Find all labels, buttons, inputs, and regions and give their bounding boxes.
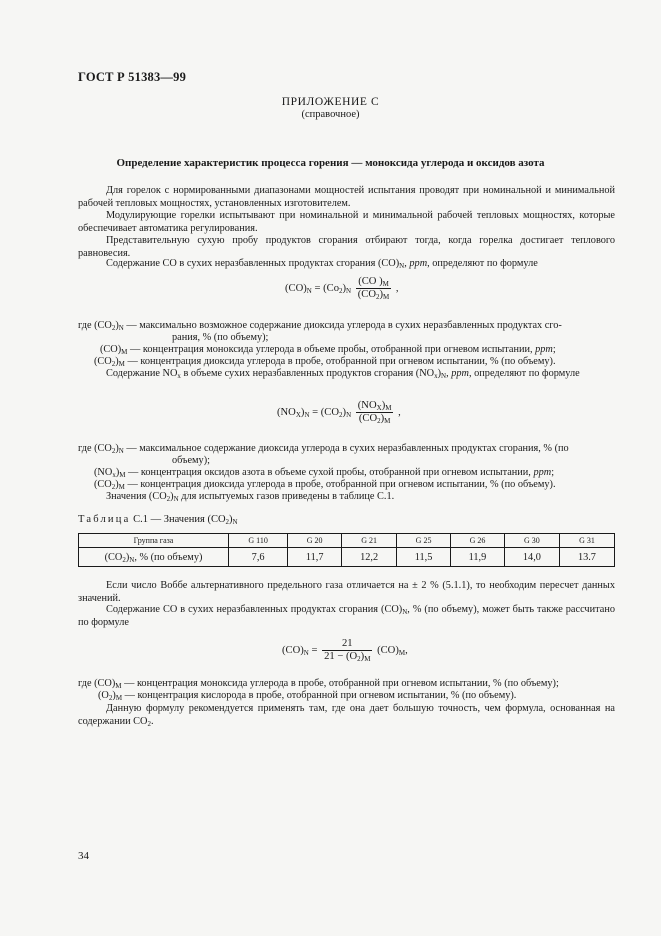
table-cell: 11,9 [451, 548, 505, 567]
formula-co-oxygen: $(CO)_N$ = $\frac{21}{21 - (O_2)_M}$ $(CO)_M$, [282, 638, 408, 663]
paragraph-7: Если число Воббе альтернативного предельного газа отличается на ± 2 % (5.1.1), то необходим пересчет данных значений. [78, 580, 615, 604]
formula-co-fraction: $\frac{(CO )_M}{(CO_2)_M}$ [357, 276, 390, 301]
paragraph-5: Содержание $NO_x$ в объеме сухих неразбавленных продуктов сгорания $(NO_x)_N$, ppm, определяют по формуле [106, 368, 580, 380]
formula-nox-fraction: $\frac{(NO_X)_M}{(CO_2)_M}$ [357, 400, 392, 425]
paragraph-3: Представительную сухую пробу продуктов сгорания отбирают тогда, когда горелка достигает теплового равновесия. [78, 235, 615, 259]
paragraph-8: Содержание CO в сухих неразбавленных продуктах сгорания $(CO)_N$, % (по объему), может быть также рассчитано по формуле [78, 604, 615, 628]
paragraph-4: Содержание CO в сухих неразбавленных продуктах сгорания $(CO)_N$, ppm, определяют по формуле [106, 258, 538, 270]
paragraph-2: Модулирующие горелки испытывают при номинальной и минимальной рабочей тепловых мощностях, которые обеспечивает автоматика регулирования. [78, 210, 615, 234]
table-cell: 11,5 [397, 548, 451, 567]
page-number: 34 [78, 850, 89, 862]
table-row [79, 548, 615, 567]
table-header-cell: G 110 [229, 534, 288, 548]
table-header-cell: Группа газа [79, 534, 229, 548]
table-cell: 7,6 [229, 548, 288, 567]
formula-nox: $(NO_X)_N = (CO_2)_N$ $\frac{(NO_X)_M}{(CO_2)_M}$ , [277, 400, 401, 425]
table-header-cell: G 21 [342, 534, 397, 548]
paragraph-1: Для горелок с нормированными диапазонами мощностей испытания проводят при номинальной и минимальной рабочей тепловых мощностях, установленных изготовителем. [78, 185, 615, 209]
table-cell: 12,2 [342, 548, 397, 567]
co2-values-table [78, 533, 615, 567]
table-header-cell: G 30 [504, 534, 559, 548]
table-header-cell: G 20 [288, 534, 342, 548]
formula-co: $(CO)_N = (Co_2)_N$ $\frac{(CO )_M}{(CO_2)_M}$ , [285, 276, 399, 301]
table-cell: 13.7 [559, 548, 614, 567]
table-caption: Таблица С.1 — Значения $(CO_2)_N$ [78, 514, 238, 526]
document-code: ГОСТ Р 51383—99 [78, 70, 187, 84]
appendix-title: ПРИЛОЖЕНИЕ С [281, 96, 380, 108]
table-header-cell: G 25 [397, 534, 451, 548]
table-cell: 14,0 [504, 548, 559, 567]
section-title: Определение характеристик процесса горения — моноксида углерода и оксидов азота [116, 157, 545, 169]
table-header-cell: G 31 [559, 534, 614, 548]
paragraph-6: Значения $(CO_2)_N$ для испытуемых газов приведены в таблице С.1. [106, 491, 395, 503]
table-row-label: $(CO_2)_N$, % (по объему) [79, 548, 229, 567]
table-header-row [79, 534, 615, 548]
document-page: ГОСТ Р 51383—99 ПРИЛОЖЕНИЕ С (справочное) Определение характеристик процесса горения — моноксида углерода и оксидов азота Для горелок с нормированными диапазонами мощностей испытания проводят при номинальной и минимальной рабочей тепловых мощностях, установленных изготовителем. Модулирующие горелки испытывают при номинальной и минимальной рабочей тепловых мощностях, которые обеспечивает автоматика регулирования. Представительную сухую пробу продуктов сгорания отбирают тогда, когда горелка достигает теплового равновесия. Содержание CO в сухих неразбавленных продуктах сгорания $(CO)_N$, ppm, определяют по формуле $(CO)_N = (Co_2)_N$ $\frac{(CO )_M}{(CO_2)_M}$ , где $(CO_2)_N$ — максимально возможное содержание диоксида углерода в сухих неразбавленных продуктах сго- рания, % (по объему); $(CO)_M$ — концентрация моноксида углерода в объеме пробы, отобранной при огневом испытании, ppm; $(CO_2)_M$ — концентрация диоксида углерода в пробе, отобранной при огневом испытании, % (по объему). Содержание $NO_x$ в объеме сухих неразбавленных продуктов сгорания $(NO_x)_N$, ppm, определяют по формуле $(NO_X)_N = (CO_2)_N$ $\frac{(NO_X)_M}{(CO_2)_M}$ , где $(CO_2)_N$ — максимальное содержание диоксида углерода в сухих неразбавленных продуктах сгорания, % (по объему); $(NO_x)_M$ — концентрация оксидов азота в объеме сухой пробы, отобранной при огневом испытании, ppm; $(CO_2)_M$ — концентрация диоксида углерода в пробе, отобранной при огневом испытании, % (по объему). Значения $(CO_2)_N$ для испытуемых газов приведены в таблице С.1. Таблица С.1 — Значения $(CO_2)_N$ Группа газа G 110 G 20 G 21 G 25 G 26 G 30 G 31 $(CO_2)_N$, % (по объему) 7,6 11,7 12,2 11,5 11,9 14,0 13.7 Если число Воббе альтернативного предельного газа отличается на ± 2 % (5.1.1), то необходим пересчет данных значений. Содержание CO в сухих неразбавленных продуктах сгорания $(CO)_N$, % (по объему), может быть также рассчитано по формуле $(CO)_N$ = $\frac{21}{21 - (O_2)_M}$ $(CO)_M$, где $(CO)_M$ — концентрация моноксида углерода в пробе, отобранной при огневом испытании, % (по объему); $(O_2)_M$ — концентрация кислорода в пробе, отобранной при огневом испытании, % (по объему). Данную формулу рекомендуется применять там, где она дает большую точность, чем формула, основанная на содержании $CO_2$. 34 [0, 0, 661, 936]
appendix-subtitle: (справочное) [301, 109, 360, 120]
table-header-cell: G 26 [451, 534, 505, 548]
formula-co-oxygen-fraction: $\frac{21}{21 - (O_2)_M}$ [324, 638, 371, 663]
paragraph-9: Данную формулу рекомендуется применять там, где она дает большую точность, чем формула, основанная на содержании $CO_2$. [78, 703, 615, 728]
table-cell: 11,7 [288, 548, 342, 567]
